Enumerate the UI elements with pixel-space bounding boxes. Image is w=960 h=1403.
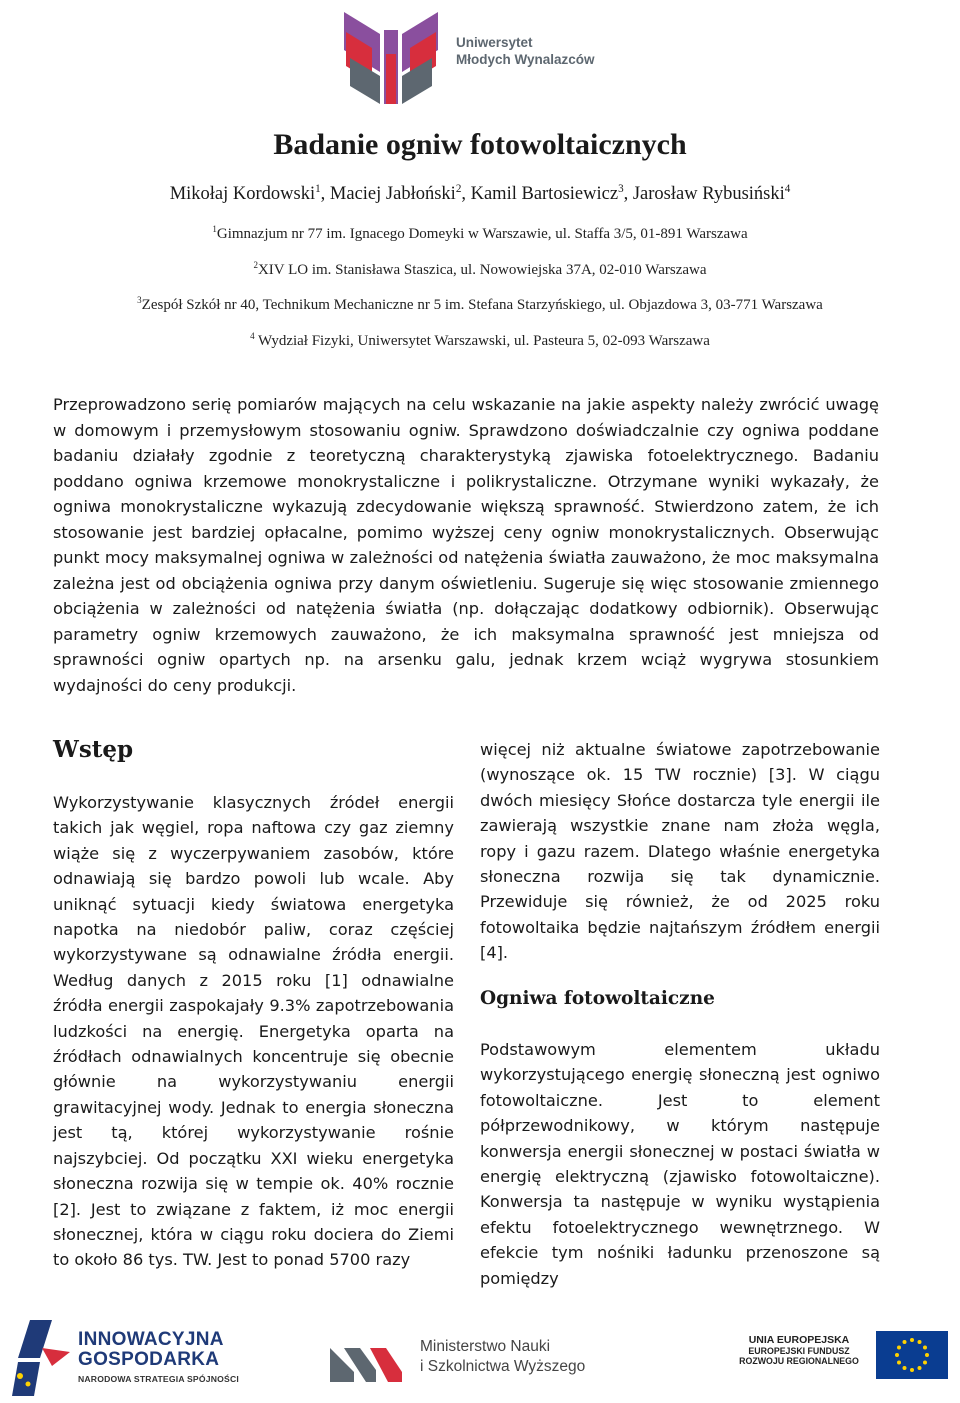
affiliation-num: 2 xyxy=(253,260,258,270)
ig-line-1: INNOWACYJNA xyxy=(78,1329,224,1350)
affiliation-text: Zespół Szkół nr 40, Technikum Mechaniczne nr 5 im. Stefana Starzyńskiego, ul. Objazdowa 3, 03-771 Warszawa xyxy=(141,297,823,313)
mn-line-2: i Szkolnictwa Wyższego xyxy=(420,1358,586,1375)
eu-star-icon xyxy=(910,1368,914,1372)
affiliation-num: 1 xyxy=(212,224,217,234)
affiliation-3 xyxy=(0,297,960,314)
mn-line-1: Ministerstwo Nauki xyxy=(420,1338,551,1355)
eu-star-icon xyxy=(903,1366,907,1370)
eu-text xyxy=(732,1334,866,1366)
eu-star-icon xyxy=(903,1340,907,1344)
affiliation-num: 4 xyxy=(250,331,255,341)
eu-star-icon xyxy=(910,1338,914,1342)
section-body-pv-cells: Podstawowym elementem układu wykorzystującego energię słoneczną jest ogniwo fotowoltaiczne. Jest to element półprzewodnikowy, w którym następuje konwersja energii słonecznej w postaci światła w energię elektryczną (zjawisko fotowoltaiczne). Konwersja ta następuje w wyniku wystąpienia efektu fotoelektrycznego wewnętrznego. W efekcie tym nośniki ładunku przenoszone są pomiędzy xyxy=(480,1040,880,1288)
affiliation-text: Gimnazjum nr 77 im. Ignacego Domeyki w Warszawie, ul. Staffa 3/5, 01-891 Warszawa xyxy=(216,226,748,242)
innovative-economy-text xyxy=(78,1330,239,1384)
eu-star-icon xyxy=(923,1361,927,1365)
author-sep: , xyxy=(320,184,330,204)
ig-line-2: GOSPODARKA xyxy=(78,1349,220,1370)
author-sup: 4 xyxy=(784,182,791,195)
eu-star-icon xyxy=(897,1346,901,1350)
section-body-intro-continued: więcej niż aktualne światowe zapotrzebowanie (wynoszące ok. 15 TW rocznie) [3]. W ciągu dwóch miesięcy Słońce dostarcza tyle energii ile zawierają wszystkie znane nam złoża węgla, ropy i gazu razem. Dlatego właśnie energetyka słoneczna rozwija się tak dynamicznie. Przewiduje się również, że od 2025 roku fotowoltaika będzie najtańszym źródłem energii [4]. xyxy=(480,740,880,963)
author-list xyxy=(0,184,960,205)
section-body-intro: Wykorzystywanie klasycznych źródeł energii takich jak węgiel, ropa naftowa czy gaz ziemny wiąże się z wyczerpywaniem zasobów, które odnawiają się bardzo powoli lub wcale. Aby uniknąć sytuacji kiedy światowa energetyka napotka na niedobór paliw, coraz częściej wykorzystywane są odnawialne źródła energii. Według danych z 2015 roku [1] odnawialne źródła energii zaspokajały 9.3% zapotrzebowania ludzkości na energię. Energetyka oparta na źródłach odnawialnych koncentruje się obecnie głównie na wykorzystywaniu energii grawitacyjnej wody. Jednak to energia słoneczna jest tą, której wykorzystywanie rośnie najszybciej. Od początku XXI wieku energetyka słoneczna rozwija się w tempie ok. 40% rocznie [2]. Jest to związane z faktem, iż moc energii słonecznej, która w ciągu roku dociera do Ziemi to około 86 tys. TW. Jest to ponad 5700 razy xyxy=(53,793,454,1270)
abstract: Przeprowadzono serię pomiarów mających na celu wskazanie na jakie aspekty należy zwrócić uwagę w domowym i przemysłowym stosowaniu ogniw. Sprawdzono doświadczalnie czy ogniwa poddane badaniu działały zgodnie z teoretyczną charakterystyką zjawiska fotoelektrycznego. Badaniu poddano ogniwa krzemowe monokrystaliczne i polikrystaliczne. Otrzymane wyniki wykazały, że ogniwa monokrystaliczne wykazują zdecydowanie większą sprawność. Stwierdzono zatem, że ich stosowanie jest bardziej opłacalne, pomimo wyższej ceny ogniw monokrystalicznych. Obserwując punkt mocy maksymalnej ogniwa w zależności od natężenia światła zauważono, że moc maksymalna zależna jest od obciążenia ogniwa przy danym oświetleniu. Sugeruje się więc stosowanie zmiennego obciążenia w zależności od natężenia światła (np. dołączając dodatkowy odbiornik). Obserwując parametry ogniw krzemowych zauważono, że ich maksymalna sprawność jest mniejsza od sprawności ogniw opartych np. na arsenku galu, jednak krzem wciąż wygrywa stosunkiem wydajności do ceny produkcji. xyxy=(53,395,879,695)
ig-line-3: NARODOWA STRATEGIA SPÓJNOŚCI xyxy=(78,1374,239,1384)
affiliation-text: XIV LO im. Stanisława Staszica, ul. Nowowiejska 37A, 02-010 Warszawa xyxy=(257,262,707,278)
logo-line-2: Młodych Wynalazców xyxy=(456,52,595,67)
eu-flag-icon xyxy=(876,1331,948,1379)
ministry-text xyxy=(420,1337,585,1377)
author-sep: , xyxy=(623,184,633,204)
logo-line-1: Uniwersytet xyxy=(456,35,533,50)
affiliation-4 xyxy=(0,333,960,350)
eu-star-icon xyxy=(923,1346,927,1350)
author-name: Maciej Jabłoński xyxy=(329,184,456,204)
affiliation-2 xyxy=(0,262,960,279)
author-name: Mikołaj Kordowski xyxy=(169,184,316,204)
eu-line-1: UNIA EUROPEJSKA xyxy=(748,1334,850,1346)
eu-star-icon xyxy=(895,1353,899,1357)
eu-line-3: ROZWOJU REGIONALNEGO xyxy=(739,1356,859,1366)
university-logo-icon xyxy=(342,10,442,106)
author-sup: 2 xyxy=(455,182,462,195)
author-sep: , xyxy=(461,184,471,204)
section-heading-pv-cells: Ogniwa fotowoltaiczne xyxy=(480,988,715,1009)
eu-star-icon xyxy=(918,1366,922,1370)
eu-star-icon xyxy=(925,1353,929,1357)
ministry-logo-icon xyxy=(330,1344,402,1382)
author-name: Jarosław Rybusiński xyxy=(632,184,785,204)
university-logo-text xyxy=(456,34,595,68)
eu-line-2: EUROPEJSKI FUNDUSZ xyxy=(748,1346,850,1356)
eu-star-icon xyxy=(897,1361,901,1365)
author-name: Kamil Bartosiewicz xyxy=(470,184,619,204)
affiliation-1 xyxy=(0,226,960,243)
eu-star-icon xyxy=(918,1340,922,1344)
author-sup: 1 xyxy=(315,182,321,195)
section-heading-intro: Wstęp xyxy=(53,736,134,763)
affiliation-num: 3 xyxy=(137,295,142,305)
paper-title: Badanie ogniw fotowoltaicznych xyxy=(273,128,687,161)
innovative-economy-logo-icon xyxy=(12,1318,72,1398)
author-sup: 3 xyxy=(618,182,624,195)
affiliation-text: Wydział Fizyki, Uniwersytet Warszawski, ul. Pasteura 5, 02-093 Warszawa xyxy=(254,333,710,349)
